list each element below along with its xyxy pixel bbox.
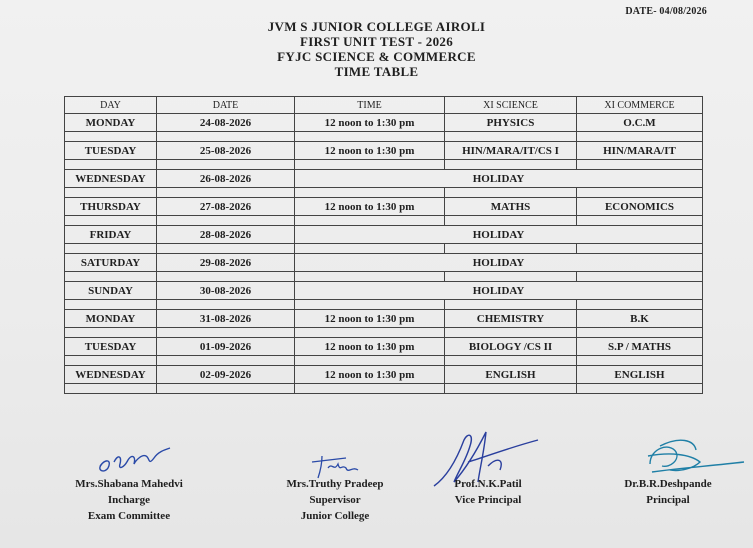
cell-day: WEDNESDAY <box>65 366 157 384</box>
cell-date: 01-09-2026 <box>157 338 295 356</box>
cell-commerce: S.P / MATHS <box>577 338 703 356</box>
cell-holiday: HOLIDAY <box>295 170 703 188</box>
signatory-name: Mrs.Shabana Mahedvi <box>75 478 183 490</box>
cell-time: 12 noon to 1:30 pm <box>295 310 445 328</box>
cell-holiday: HOLIDAY <box>295 254 703 272</box>
signatory-4 <box>606 476 730 508</box>
cell-day: FRIDAY <box>65 226 157 244</box>
cell-day: SUNDAY <box>65 282 157 300</box>
cell-time: 12 noon to 1:30 pm <box>295 338 445 356</box>
cell-science: HIN/MARA/IT/CS I <box>445 142 577 160</box>
cell-commerce: B.K <box>577 310 703 328</box>
signatory-role: Exam Committee <box>87 510 171 522</box>
cell-commerce: ENGLISH <box>577 366 703 384</box>
timetable-title: TIME TABLE <box>334 64 419 79</box>
cell-holiday: HOLIDAY <box>295 226 703 244</box>
cell-date: 02-09-2026 <box>157 366 295 384</box>
cell-science: ENGLISH <box>445 366 577 384</box>
cell-commerce: HIN/MARA/IT <box>577 142 703 160</box>
cell-science: CHEMISTRY <box>445 310 577 328</box>
signatory-name: Mrs.Truthy Pradeep <box>286 478 384 490</box>
cell-date: 28-08-2026 <box>157 226 295 244</box>
signatory-1 <box>54 476 204 524</box>
cell-day: MONDAY <box>65 310 157 328</box>
college-name: JVM S JUNIOR COLLEGE AIROLI <box>267 19 486 34</box>
cell-time: 12 noon to 1:30 pm <box>295 198 445 216</box>
cell-science: MATHS <box>445 198 577 216</box>
date-line: DATE- 04/08/2026 <box>625 6 707 17</box>
cell-date: 30-08-2026 <box>157 282 295 300</box>
cell-date: 24-08-2026 <box>157 114 295 132</box>
signatory-role: Incharge <box>107 494 151 506</box>
signatory-role: Vice Principal <box>454 494 522 506</box>
cell-date: 27-08-2026 <box>157 198 295 216</box>
column-header-day: DAY <box>65 97 157 114</box>
cell-date: 31-08-2026 <box>157 310 295 328</box>
cell-day: SATURDAY <box>65 254 157 272</box>
cell-date: 29-08-2026 <box>157 254 295 272</box>
signatory-name: Prof.N.K.Patil <box>454 478 522 490</box>
cell-time: 12 noon to 1:30 pm <box>295 142 445 160</box>
cell-holiday: HOLIDAY <box>295 282 703 300</box>
cell-commerce: ECONOMICS <box>577 198 703 216</box>
signatory-2 <box>270 476 400 524</box>
signatory-role: Supervisor <box>309 494 361 506</box>
signature-mark <box>92 440 172 476</box>
cell-science: PHYSICS <box>445 114 577 132</box>
cell-time: 12 noon to 1:30 pm <box>295 366 445 384</box>
column-header-date: DATE <box>157 97 295 114</box>
signatory-3 <box>428 476 548 508</box>
cell-day: THURSDAY <box>65 198 157 216</box>
column-header-commerce: XI COMMERCE <box>577 97 703 114</box>
cell-time: 12 noon to 1:30 pm <box>295 114 445 132</box>
signatory-role: Junior College <box>300 510 370 522</box>
cell-day: MONDAY <box>65 114 157 132</box>
cell-date: 25-08-2026 <box>157 142 295 160</box>
cell-date: 26-08-2026 <box>157 170 295 188</box>
column-header-time: TIME <box>295 97 445 114</box>
column-header-science: XI SCIENCE <box>445 97 577 114</box>
class-title: FYJC SCIENCE & COMMERCE <box>277 49 476 64</box>
signatory-name: Dr.B.R.Deshpande <box>624 478 712 490</box>
cell-day: TUESDAY <box>65 338 157 356</box>
cell-day: TUESDAY <box>65 142 157 160</box>
cell-day: WEDNESDAY <box>65 170 157 188</box>
cell-commerce: O.C.M <box>577 114 703 132</box>
signatory-role: Principal <box>646 494 690 506</box>
exam-title: FIRST UNIT TEST - 2026 <box>299 34 454 49</box>
cell-science: BIOLOGY /CS II <box>445 338 577 356</box>
